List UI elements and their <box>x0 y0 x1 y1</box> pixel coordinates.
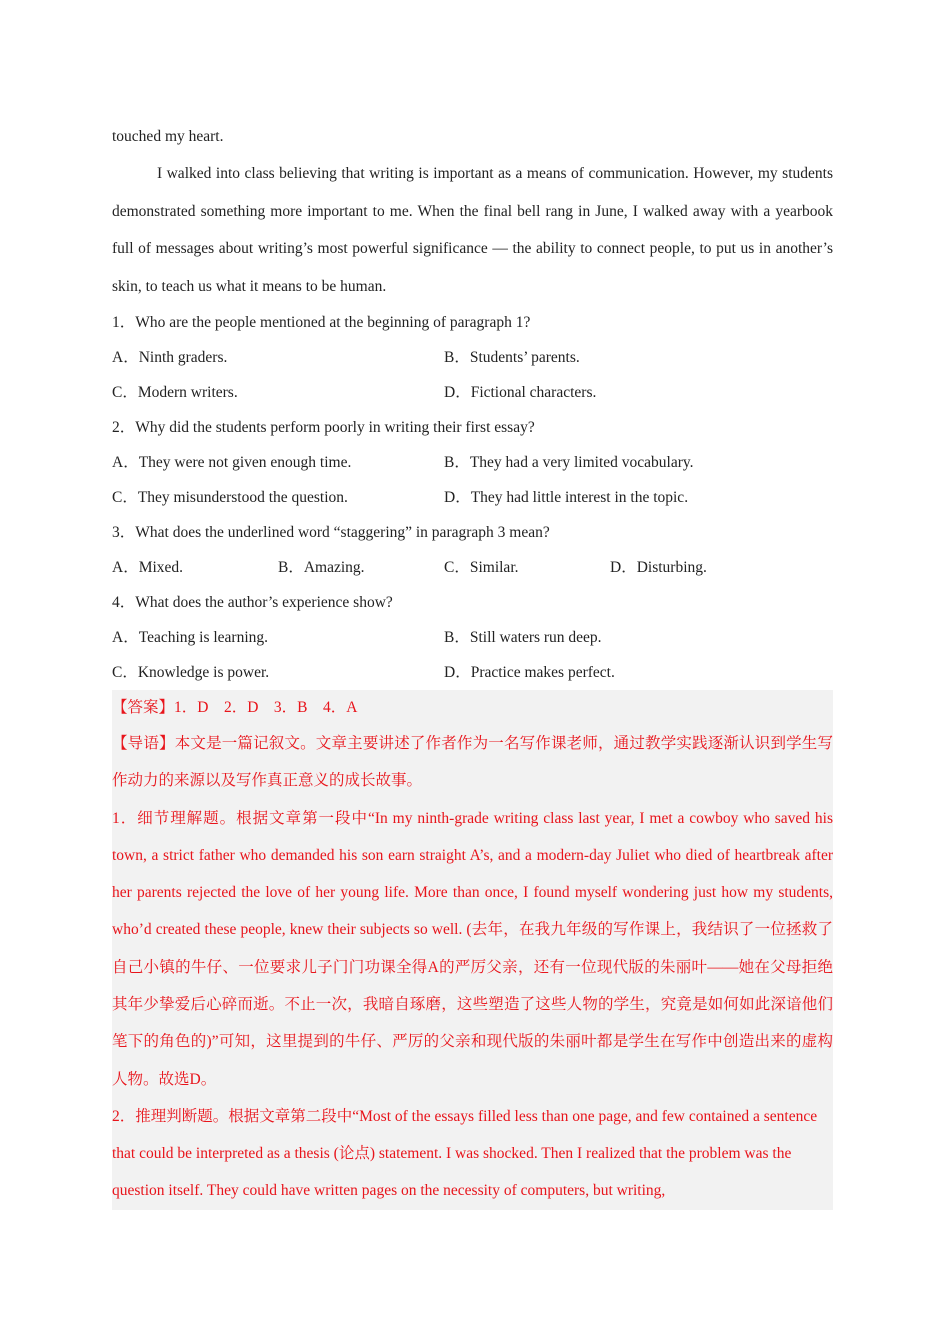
passage-continuation: touched my heart. <box>112 128 224 145</box>
question-4-stem: 4．What does the author’s experience show? <box>112 594 393 611</box>
question-1-options-row-2 <box>112 375 833 410</box>
question-2-options-row-1 <box>112 445 833 480</box>
option-4a: A．Teaching is learning. <box>112 629 269 646</box>
option-3a: A．Mixed. <box>112 559 184 576</box>
option-2b: B．They had a very limited vocabulary. <box>444 454 694 471</box>
question-2-options-row-2 <box>112 480 833 515</box>
option-1b: B．Students’ parents. <box>444 349 580 366</box>
option-3d: D．Disturbing. <box>610 559 707 576</box>
question-3-stem: 3．What does the underlined word “staggering” in paragraph 3 mean? <box>112 524 550 541</box>
answer-intro: 【导语】本文是一篇记叙文。文章主要讲述了作者作为一名写作课老师，通过教学实践逐渐认识到学生写作动力的来源以及写作真正意义的成长故事。 <box>112 735 833 790</box>
answer-explanation-1: 1．细节理解题。根据文章第一段中“In my ninth-grade writing class last year, I met a cowboy who saved his town, a strict father who demanded his son earn straight A’s, and a modern-day Juliet who died of heartbreak after her parents rejected the love of her young life. More than once, I found myself wondering just how my students, who’d created these people, knew their subjects so well. (去年，在我九年级的写作课上，我结识了一位拯救了自己小镇的牛仔、一位要求儿子门门功课全得A的严厉父亲，还有一位现代版的朱丽叶——她在父母拒绝其年少挚爱后心碎而逝。不止一次，我暗自琢磨，这些塑造了这些人物的学生，究竟是如何如此深谙他们笔下的角色的)”可知，这里提到的牛仔、严厉的父亲和现代版的朱丽叶都是学生在写作中创造出来的虚构人物。故选D。 <box>112 809 833 1088</box>
question-4-options-row-1 <box>112 620 833 655</box>
option-1c: C．Modern writers. <box>112 384 238 401</box>
option-3c: C．Similar. <box>444 559 519 576</box>
answer-explanation-2: 2．推理判断题。根据文章第二段中“Most of the essays filled less than one page, and few contained a sentence that could be interpreted as a thesis (论点) statement. I was shocked. Then I realized that the problem was the question itself. They could have written pages on the necessity of computers, but writing, <box>112 1107 818 1200</box>
option-4c: C．Knowledge is power. <box>112 664 270 681</box>
question-1-stem: 1．Who are the people mentioned at the beginning of paragraph 1? <box>112 314 531 331</box>
option-4b: B．Still waters run deep. <box>444 629 602 646</box>
option-2c: C．They misunderstood the question. <box>112 489 348 506</box>
question-4-options-row-2 <box>112 655 833 690</box>
option-1a: A．Ninth graders. <box>112 349 228 366</box>
option-3b: B．Amazing. <box>278 559 365 576</box>
option-2a: A．They were not given enough time. <box>112 454 352 471</box>
question-1-options-row-1 <box>112 340 833 375</box>
option-1d: D．Fictional characters. <box>444 384 597 401</box>
passage-last-paragraph: I walked into class believing that writing is important as a means of communication. However, my students demonstrated something more important to me. When the final bell rang in June, I walked away with a yearbook full of messages about writing’s most powerful significance — the ability to connect people, to put us in another’s skin, to teach us what it means to be human. <box>112 165 833 295</box>
answer-key: 【答案】1．D 2．D 3．B 4．A <box>112 699 358 716</box>
option-4d: D．Practice makes perfect. <box>444 664 615 681</box>
question-3-options-row <box>112 550 833 585</box>
question-2-stem: 2．Why did the students perform poorly in writing their first essay? <box>112 419 535 436</box>
option-2d: D．They had little interest in the topic. <box>444 489 689 506</box>
page-content <box>112 118 833 1210</box>
answer-explanation-box <box>112 690 833 1210</box>
